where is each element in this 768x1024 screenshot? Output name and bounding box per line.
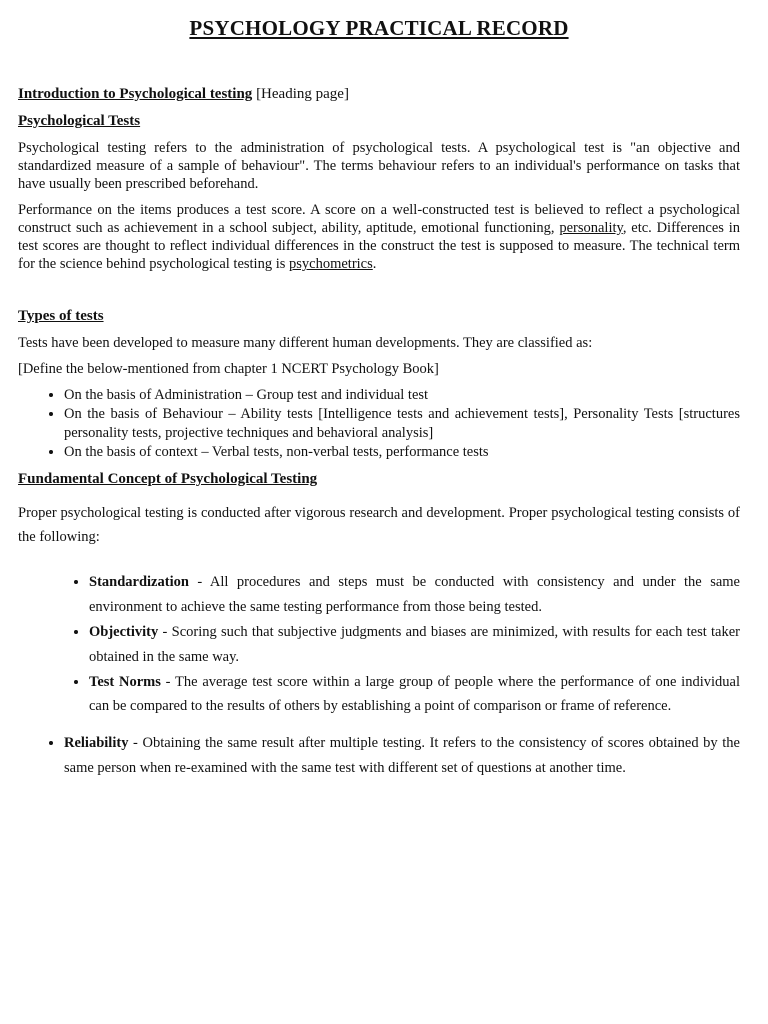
psychological-tests-paragraph-2 xyxy=(18,201,740,274)
psychological-tests-heading: Psychological Tests xyxy=(18,112,141,129)
concept-term: Reliability xyxy=(64,735,129,752)
page-title: PSYCHOLOGY PRACTICAL RECORD xyxy=(189,16,569,40)
types-list xyxy=(18,386,740,461)
types-paragraph-1: Tests have been developed to measure many different human developments. They are classified as: xyxy=(18,335,593,352)
fundamental-paragraph: Proper psychological testing is conducted after vigorous research and development. Proper psychological testing consists of the following: xyxy=(18,504,740,546)
list-item: • On the basis of context – Verbal tests, non-verbal tests, performance tests xyxy=(64,443,740,462)
list-item xyxy=(89,670,740,720)
intro-heading: Introduction to Psychological testing xyxy=(18,86,253,102)
concept-desc: - The average test score within a large group of people where the performance of one individual can be compared to the results of others by establishing a point of comparison or frame of reference. xyxy=(89,673,740,715)
concept-term: Objectivity xyxy=(89,623,159,640)
concept-term: Test Norms xyxy=(89,673,161,690)
fundamental-concept-heading: Fundamental Concept of Psychological Testing xyxy=(18,470,318,487)
psychological-tests-paragraph-1: Psychological testing refers to the administration of psychological tests. A psychological test is "an objective and standardized measure of a sample of behaviour". The terms behaviour refers to an individual's performance on tasks that have usually been prescribed beforehand. xyxy=(18,139,740,192)
list-item xyxy=(64,731,740,781)
list-item: • On the basis of Administration – Group test and individual test xyxy=(64,386,740,405)
list-item xyxy=(89,570,740,620)
types-of-tests-heading: Types of tests xyxy=(18,308,104,325)
paragraph-text: Performance on the items produces a test score. A score on a well-constructed test is believed to reflect a psychological construct such as achievement in a school subject, ability, aptitude, emotional functioning, xyxy=(18,201,740,236)
intro-heading-note: [Heading page] xyxy=(252,86,349,102)
concept-desc: - All procedures and steps must be conducted with consistency and under the same environment to achieve the same testing performance from those being tested. xyxy=(89,573,740,615)
concept-term: Standardization xyxy=(89,573,189,590)
types-paragraph-2: [Define the below-mentioned from chapter 1 NCERT Psychology Book] xyxy=(18,361,439,378)
concept-desc: - Scoring such that subjective judgments and biases are minimized, with results for each test taker obtained in the same way. xyxy=(89,623,740,665)
concept-desc: - Obtaining the same result after multiple testing. It refers to the consistency of scores obtained by the same person when re-examined with the same test with different set of questions at another time. xyxy=(64,735,740,777)
paragraph-text: . xyxy=(372,256,377,273)
spacer xyxy=(18,281,740,307)
psychometrics-link[interactable]: psychometrics xyxy=(289,256,373,273)
reliability-list xyxy=(18,731,740,781)
personality-link[interactable]: personality xyxy=(559,220,623,236)
intro-heading-row xyxy=(18,85,740,104)
paragraph-text: , etc. Differences in test scores are thought to reflect individual differences in the construct the test is supposed to measure. The technical term for the science behind psychological testing is xyxy=(18,220,740,273)
list-item: • On the basis of Behaviour – Ability tests [Intelligence tests and achievement tests], Personality Tests [structures personality tests, projective techniques and behavioral analysis] xyxy=(64,405,740,443)
list-item xyxy=(89,620,740,670)
concepts-list xyxy=(18,570,740,720)
